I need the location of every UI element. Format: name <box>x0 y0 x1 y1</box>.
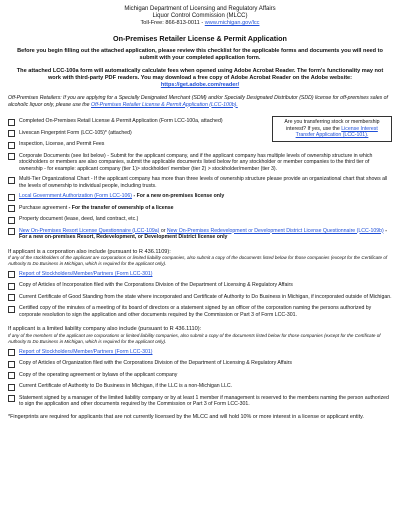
checkbox[interactable] <box>8 361 15 368</box>
checkbox[interactable] <box>8 271 15 278</box>
checklist-item-text: Completed On-Premises Retail License & Permit Application (Form LCC-100a, attached) <box>19 118 223 124</box>
contact-line <box>8 20 392 27</box>
checkbox[interactable] <box>8 153 15 160</box>
checklist-item-text: Inspection, License, and Permit Fees <box>19 141 105 147</box>
off-premises-text: Off-Premises Retailers: If you are applying for a Specially Designated Merchant (SDM) and/or Specially Designated Distributor (SDD) license for off-premises sales of alcoholic liquor only, please use the <box>8 95 388 108</box>
llc-item-articles <box>8 360 392 368</box>
checklist-item-text: Property document (lease, deed, land contract, etc.) <box>19 216 139 222</box>
corp-item-good-standing <box>8 294 392 302</box>
agency-name: Michigan Department of Licensing and Regulatory Affairs <box>124 6 276 12</box>
checkbox[interactable] <box>8 283 15 290</box>
corporation-heading: If applicant is a corporation also include (pursuant to R 436.1109): <box>8 248 171 255</box>
checklist-item-qualifier: - For a new on-premises Resort, Redevelopment, or Development District license only <box>19 227 387 240</box>
checklist-item-text: Current Certificate of Authority to Do Business in Michigan, if the LLC is a non-Michigan LLC. <box>19 383 233 390</box>
llc-section <box>8 326 392 407</box>
local-gov-form-link[interactable]: Local Government Authorization (Form LCC-106) <box>19 193 133 199</box>
checklist-item-text: Purchase agreement <box>19 204 68 211</box>
checklist-item-qualifier: - For a new on-premises license only <box>132 193 225 199</box>
adobe-notice-text: The attached LCC-100a form will automatically calculate fees when opened using Adobe Acrobat Reader. The form's functionality may not work with third-party PDF readers. You may download a free copy of Adobe Acrobat Reader on the Adobe website: <box>16 68 384 82</box>
checklist-item-fees <box>8 141 273 149</box>
redevelopment-questionnaire-link[interactable]: New On-Premises Redevelopment or Development District License Questionnaire (LCC-109b) <box>166 227 384 234</box>
llc-item-statement <box>8 395 392 408</box>
callout-text: Are you transferring stock or membership interest? If yes, use the <box>284 119 380 132</box>
checkbox[interactable] <box>8 395 15 402</box>
checklist-item-text: Copy of Articles of Incorporation filed with the Corporations Division of the Department of Licensing & Regulatory Affairs <box>19 282 293 289</box>
llc-item-operating-agreement <box>8 372 392 380</box>
document-header <box>8 6 392 27</box>
checklist-item-text: or <box>159 227 167 234</box>
checkbox[interactable] <box>8 384 15 391</box>
off-premises-note <box>8 95 392 108</box>
page-title: On-Premises Retailer License & Permit Application <box>113 34 287 44</box>
checkbox[interactable] <box>8 177 15 184</box>
checkbox[interactable] <box>8 217 15 224</box>
checklist-item-text: Statement signed by a manager of the limited liability company or by at least 1 member if management is reserved to the members naming the person authorized to sign the application and other documents required by the Commission or Part 3 of Form LCC-301. <box>19 394 389 408</box>
llc-item-certificate <box>8 383 392 391</box>
checklist-item-corporate-docs <box>8 153 392 173</box>
corp-item-report <box>8 271 392 279</box>
llc-heading: If applicant is a limited liability company also include (pursuant to R 436.1110): <box>8 326 202 333</box>
checklist-item-local-gov <box>8 193 392 201</box>
checklist-item-property <box>8 216 392 224</box>
checklist-item-text: Corporate Documents (see list below) - Submit for the applicant company, and if the applicant company has multiple levels of ownership structure in which stockholders or members are also companies, submit the applicable documents listed below for any stockholder or member companies to the third tier of ownership - for example: applicant company (tier 1)> stockholder/ member (tier 2) > stockholder/member (tier 3). <box>19 152 373 172</box>
intro-text: Before you begin filling out the attached application, please review this checklist for the applicable forms and documents you will need to submit with your completed application form. <box>17 48 383 62</box>
report-form-link[interactable]: Report of Stockholders/Member/Partners (Form LCC-301) <box>19 348 153 355</box>
checklist-item-text: Multi-Tier Organizational Chart - If the applicant company has more than three levels of ownership structure please provide an organizational chart that shows all the levels of ownership to individual people, including trusts. <box>19 176 388 189</box>
checkbox[interactable] <box>8 205 15 212</box>
checklist-item-org-chart <box>8 176 392 189</box>
llc-item-report <box>8 349 392 357</box>
report-form-link[interactable]: Report of Stockholders/Member/Partners (Form LCC-301) <box>19 270 153 277</box>
fingerprint-footnote: *Fingerprints are required for applicants that are not currently licensed by the MLCC and will hold 10% or more interest in a license or applicant entity. <box>8 413 364 420</box>
checkbox[interactable] <box>8 372 15 379</box>
commission-name: Liquor Control Commission (MLCC) <box>152 13 248 20</box>
checklist-item-text: Certified copy of the minutes of a meeting of its board of directors or a statement signed by an officer of the corporation naming the persons authorized by corporate resolution to sign the application and other documents required by the Commission or Part 3 of Form LCC-301. <box>19 305 372 318</box>
phone-text: Toll-Free: 866-813-0011 - <box>140 20 205 27</box>
checklist-item-lcc100a <box>8 118 273 126</box>
checklist-item-text: Copy of Articles of Organization filed with the Corporations Division of the Department of Licensing & Regulatory Affairs <box>19 360 292 367</box>
resort-questionnaire-link[interactable]: New On-Premises Resort License Questionnaire (LCC-109a) <box>19 227 160 234</box>
main-checklist <box>8 118 392 241</box>
checkbox[interactable] <box>8 194 15 201</box>
corporation-note: If any of the stockholders of the applicant are corporations or limited liability companies, also submit a copy of the documents listed below for those companies (except for the Certificate of Authority to Do Business in Michigan, which is required for the applicant only). <box>8 255 388 267</box>
transfer-callout <box>272 116 392 142</box>
checklist-item-questionnaire <box>8 228 392 241</box>
checkbox[interactable] <box>8 228 15 235</box>
checkbox[interactable] <box>8 130 15 137</box>
adobe-notice <box>8 68 392 89</box>
checkbox[interactable] <box>8 294 15 301</box>
checklist-item-text: Livescan Fingerprint Form (LCC-105)* (attached) <box>19 129 132 136</box>
checklist-item-text: Copy of the operating agreement or bylaws of the applicant company <box>19 371 178 378</box>
corp-item-minutes <box>8 305 392 318</box>
checkbox[interactable] <box>8 349 15 356</box>
website-link[interactable]: www.michigan.gov/lcc <box>204 20 260 27</box>
checkbox[interactable] <box>8 119 15 126</box>
adobe-reader-link[interactable]: https://get.adobe.com/reader/ <box>160 82 240 89</box>
llc-note: If any of the members of the applicant are corporations or limited liability companies, also submit a copy of the documents listed below for those companies (except for the Certificate of Authority to Do Business in Michigan, which is required for the applicant only). <box>8 333 381 345</box>
off-premises-form-link[interactable]: Off-Premises Retailer License & Permit Application (LCC-100b). <box>90 101 238 108</box>
corporation-section <box>8 249 392 319</box>
corp-item-articles <box>8 282 392 290</box>
checklist-item-qualifier: - For the transfer of ownership of a license <box>67 204 174 211</box>
transfer-form-link[interactable]: License Interest Transfer Application (LCC-101). <box>295 125 378 138</box>
checkbox[interactable] <box>8 142 15 149</box>
checklist-item-fingerprint <box>8 130 273 138</box>
checklist-item-purchase <box>8 205 392 213</box>
checklist-item-text: Current Certificate of Good Standing from the state where incorporated and Certificate of Authority to Do Business in Michigan, if incorporated outside of Michigan. <box>19 293 392 300</box>
checkbox[interactable] <box>8 306 15 313</box>
